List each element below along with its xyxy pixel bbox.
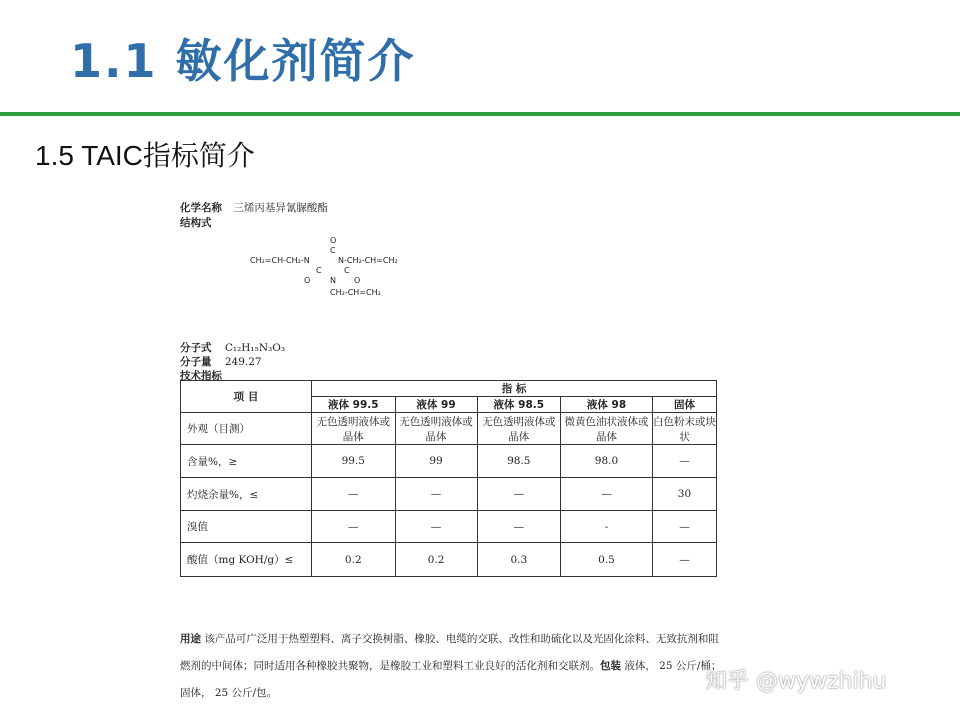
item-header: 项 目: [181, 381, 312, 413]
cell: —: [561, 478, 653, 511]
structural-formula: [248, 234, 448, 304]
table-row: [181, 413, 717, 445]
cell: —: [477, 478, 561, 511]
spec-label: 技术指标: [180, 370, 222, 382]
cell: —: [312, 478, 396, 511]
struct-right-chain: N-CH₂-CH=CH₂: [338, 256, 398, 265]
row-item: 灼烧余量%，≤: [181, 478, 312, 511]
col-header: 固体: [652, 397, 716, 413]
cell: 无色透明液体或晶体: [395, 413, 477, 445]
formula-value: C₁₂H₁₅N₃O₃: [224, 342, 286, 354]
struct-o-top: O: [330, 236, 337, 245]
col-header: 液体 99: [395, 397, 477, 413]
slide-subtitle: 1.5 TAIC指标简介: [35, 140, 255, 171]
cell: —: [477, 511, 561, 543]
chem-name-value: 三烯丙基异氰脲酸酯: [233, 202, 328, 214]
cell: 98.5: [477, 445, 561, 478]
row-item: 溴值: [181, 511, 312, 543]
mass-line: [180, 354, 262, 369]
cell: —: [652, 445, 716, 478]
cell: 0.2: [312, 543, 396, 577]
cell: 白色粉末或块状: [652, 413, 716, 445]
package-label: 包装: [600, 660, 621, 672]
cell: —: [395, 478, 477, 511]
mass-value: 249.27: [224, 356, 262, 368]
cell: 30: [652, 478, 716, 511]
struct-o-right: O: [354, 276, 361, 285]
struct-bottom-chain: CH₂-CH=CH₂: [330, 288, 381, 297]
cell: 98.0: [561, 445, 653, 478]
table-row: [181, 478, 717, 511]
struct-c-left: C: [316, 266, 322, 275]
cell: —: [652, 511, 716, 543]
struct-left-chain: CH₂=CH-CH₂-N: [250, 256, 310, 265]
slide-title: 1.1 敏化剂简介: [70, 34, 416, 88]
mass-label: 分子量: [180, 356, 212, 368]
formula-label: 分子式: [180, 342, 212, 354]
table-row: [181, 445, 717, 478]
col-header: 液体 99.5: [312, 397, 396, 413]
title-divider: [0, 112, 960, 116]
cell: 微黄色油状液体或晶体: [561, 413, 653, 445]
cell: 0.3: [477, 543, 561, 577]
chem-name-line: [180, 200, 328, 215]
usage-paragraph: [180, 626, 725, 707]
struct-n-bottom: N: [330, 276, 336, 285]
struct-c-top: C: [330, 246, 336, 255]
row-item: 含量%，≥: [181, 445, 312, 478]
formula-line: [180, 340, 285, 355]
cell: —: [312, 511, 396, 543]
table-row: [181, 543, 717, 577]
cell: 无色透明液体或晶体: [477, 413, 561, 445]
cell: —: [652, 543, 716, 577]
row-item: 酸值（mg KOH/g）≤: [181, 543, 312, 577]
usage-text: 该产品可广泛用于热塑塑料、离子交换树脂、橡胶、电缆的交联、改性和助硫化以及光固化涂料、无致抗剂和阻燃剂的中间体；同时适用各种橡胶共聚物，是橡胶工业和塑料工业良好的活化剂和交联剂。: [180, 633, 719, 672]
cell: 0.2: [395, 543, 477, 577]
chem-name-label: 化学名称: [180, 202, 222, 214]
structure-label: 结构式: [180, 217, 212, 229]
cell: —: [395, 511, 477, 543]
cell: 无色透明液体或晶体: [312, 413, 396, 445]
col-header: 液体 98: [561, 397, 653, 413]
spec-table: [180, 380, 717, 577]
usage-label: 用途: [180, 633, 201, 645]
watermark: 知乎 @wywzhihu: [705, 669, 887, 694]
cell: -: [561, 511, 653, 543]
row-item: 外观（目测）: [181, 413, 312, 445]
package-text: 液体， 25 公斤/桶；固体， 25 公斤/包。: [180, 660, 722, 699]
cell: 0.5: [561, 543, 653, 577]
index-header: 指 标: [312, 381, 717, 397]
table-row: [181, 511, 717, 543]
cell: 99: [395, 445, 477, 478]
col-header: 液体 98.5: [477, 397, 561, 413]
struct-o-left: O: [304, 276, 311, 285]
struct-c-right: C: [344, 266, 350, 275]
cell: 99.5: [312, 445, 396, 478]
